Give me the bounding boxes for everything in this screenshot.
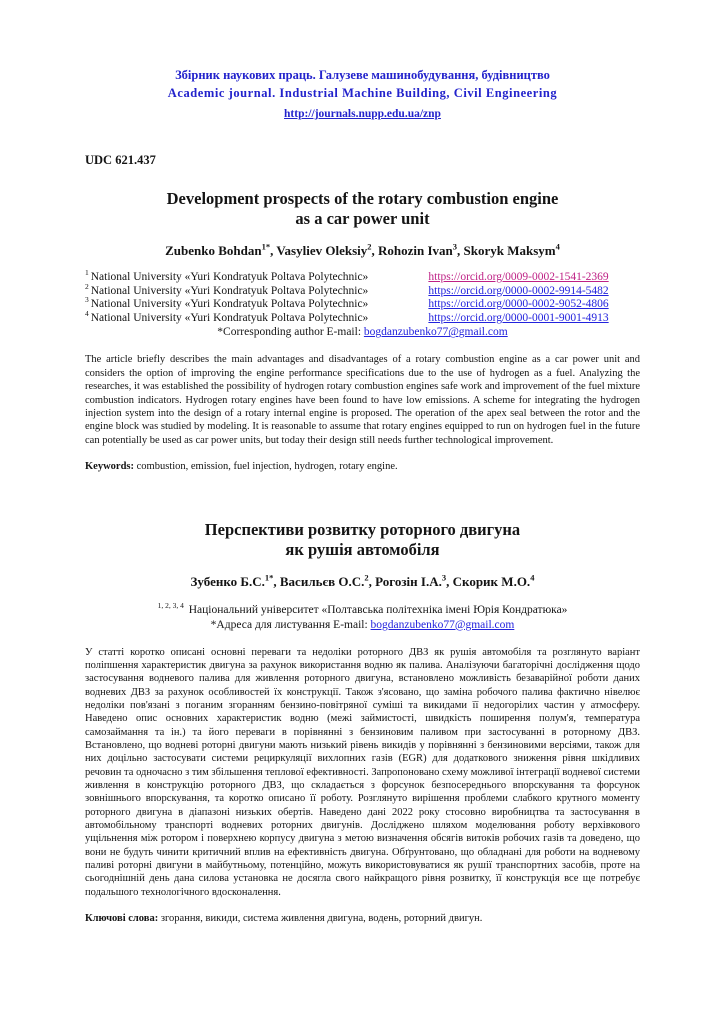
author-name: Скорик М.О. (452, 573, 531, 589)
affiliation-row (85, 268, 640, 285)
affil-marker: 2 (85, 281, 89, 291)
author-affil-marker: 3 (441, 572, 447, 583)
corresponding-prefix: *Corresponding author E-mail: (217, 326, 364, 339)
authors-uk (85, 574, 640, 590)
author-affil-marker: 4 (530, 572, 535, 583)
affil-marker: 4 (85, 308, 89, 318)
orcid-link[interactable]: https://orcid.org/0000-0002-9052-4806 (428, 298, 609, 311)
author-affil-marker: 2 (364, 572, 369, 583)
affiliation-name: National University «Yuri Kondratyuk Poltava Polytechnic» (90, 271, 369, 283)
keywords-text-en: combustion, emission, fuel injection, hydrogen, rotary engine. (134, 461, 398, 473)
affiliation-uk (85, 600, 640, 633)
journal-name-en: Academic journal. Industrial Machine Building, Civil Engineering (167, 86, 558, 100)
orcid-link[interactable]: https://orcid.org/0000-0002-9914-5482 (428, 284, 609, 297)
author-name: Rohozin Ivan (378, 243, 453, 258)
article-title-uk (85, 520, 640, 560)
author-name: Skoryk Maksym (463, 243, 556, 258)
keywords-label-uk: Ключові слова: (85, 913, 159, 925)
author-separator: , (371, 243, 378, 258)
author-affil-marker: 3 (452, 241, 458, 252)
abstract-uk: У статті коротко описані основні переваги та недоліки роторного ДВЗ як рушія автомобіля та розглянуто варіант поліпшення характеристик двигуна за рахунок використання водню як палива. Аналізуючи багаторічні дослідження щодо застосування водневого палива для живлення роторного двигуна, встановлено можливість безаварійної роботи даних водневих ДВЗ за рахунок особливостей їх конструкції. Також з'ясовано, що заміна робочого палива фактично нівелює недоліки пов'язані з поганим згоранням бензино-повітряної суміші та викидами її недогорілих частин у атмосферу. Наведено опис основних характеристик водню (межі займистості, швидкість поширення полум'я, температура самозаймання та ін.) та його переваги в порівнянні з бензиновим паливом при застосуванні в роторному ДВЗ. Встановлено, що водневі роторні двигуни мають низький рівень викидів у порівнянні з бензиновими версіями, також для них доцільно застосувати системи рециркуляції вихлопних газів (EGR) для додаткового зниження рівня шкідливих речовин та одночасно з тим збільшення теплової ефективності. Запропоновано схему можливої інтеграції водневої системи живлення в конструкцію роторного ДВЗ, що складається з форсунок безпосереднього впорскування та форсунок зовнішнього впорскування, та коротко описано її роботу. Розглянуто вирішення проблеми слабкого крутного моменту роторного двигуна в діапазоні низьких обертів. Наведено дані 2022 року стосовно виробництва та застосування в автомобільному транспорті водневих роторних двигунів. Досліджено шляхом моделювання роботу верхівкового ущільнення між ротором і поверхнею корпусу двигуна з метою визначення обсягів витоків робочих газів та доведено, що вони не будуть чинити критичний вплив на ефективність двигуна. Обґрунтовано, що обладнані для роботи на водневому паливі роторні двигуни в майбутньому, потенційно, можуть використовуватися як рушії транспортних засобів, проте на сьогоднішній день дана силова установка не досягла свого найкращого рівня розвитку, її конструкція все ще потребує подальшого технологічного вдосконалення. (85, 646, 640, 898)
udc-label: UDC 621.437 (85, 153, 156, 167)
corresponding-prefix: *Адреса для листування E-mail: (210, 618, 371, 631)
keywords-label-en: Keywords: (85, 461, 134, 473)
author-name: Рогозін І.А. (375, 573, 442, 589)
orcid-link[interactable]: https://orcid.org/0009-0002-1541-2369 (428, 271, 609, 283)
affil-marker: 3 (85, 295, 89, 305)
affiliation-name: National University «Yuri Kondratyuk Poltava Polytechnic» (90, 284, 369, 297)
author-name: Vasyliev Oleksiy (276, 243, 368, 258)
keywords-text-uk: згорання, викиди, система живлення двигуна, водень, роторний двигун. (158, 913, 483, 925)
author-separator: , (457, 243, 464, 258)
journal-url-link[interactable]: http://journals.nupp.edu.ua/znp (284, 108, 441, 120)
ukrainian-section (85, 520, 640, 926)
journal-name-uk: Збірник наукових праць. Галузеве машинобудування, будівництво (175, 68, 550, 82)
orcid-link[interactable]: https://orcid.org/0000-0001-9001-4913 (428, 311, 609, 324)
affiliations-en (85, 268, 640, 325)
author-affil-marker: 1* (264, 572, 274, 583)
affiliation-row (85, 295, 640, 312)
corresponding-author-uk (85, 618, 640, 633)
author-separator: , (368, 573, 376, 589)
affiliation-name: Національний університет «Полтавська політехніка імені Юрія Кондратюка» (185, 603, 568, 616)
article-title-uk-line1: Перспективи розвитку роторного двигуна (204, 519, 521, 539)
author-separator: , (270, 243, 277, 258)
author-separator: , (273, 573, 280, 589)
author-affil-marker: 2 (367, 241, 372, 252)
affiliation-name: National University «Yuri Kondratyuk Poltava Polytechnic» (90, 311, 369, 324)
keywords-uk (85, 912, 640, 925)
article-title-uk-line2: як рушія автомобіля (285, 539, 440, 559)
affiliation-name: National University «Yuri Kondratyuk Poltava Polytechnic» (90, 298, 369, 311)
authors-en (85, 243, 640, 259)
affil-marker: 1 (85, 268, 89, 278)
author-name: Зубенко Б.С. (190, 573, 265, 589)
affiliation-row (85, 281, 640, 299)
abstract-en: The article briefly describes the main advantages and disadvantages of a rotary combustion engine as a car power unit and considers the option of improving the engine performance specifications due to the use of hydrogen as a fuel. Analyzing the researches, it was established the possibility of hydrogen rotary combustion engines safe work and improvement of the fuel mixture combustion indicators. Hydrogen rotary engines have been found to have low emissions. A scheme for integrating the hydrogen injection system into the design of a rotary internal engine is proposed. The operation of the apex seal between the rotor and the engine block was studied by modeling. It is reasonable to assume that rotary engines equipped to run on hydrogen fuel in the future can potentially be used as car power units, but today their design still needs further technological improvement. (85, 354, 640, 446)
article-title-en (85, 189, 640, 229)
article-title-en-line1: Development prospects of the rotary combustion engine (166, 189, 559, 208)
corresponding-author-en (85, 326, 640, 338)
corresponding-email-link[interactable]: bogdanzubenko77@gmail.com (363, 326, 508, 339)
keywords-en (85, 460, 640, 473)
affil-marker: 1, 2, 3, 4 (157, 600, 184, 610)
affiliation-row (85, 308, 640, 326)
author-name: Zubenko Bohdan (165, 243, 262, 258)
author-affil-marker: 4 (555, 241, 560, 252)
article-title-en-line2: as a car power unit (295, 209, 430, 228)
journal-header (85, 66, 640, 123)
author-separator: , (446, 573, 453, 589)
corresponding-email-link[interactable]: bogdanzubenko77@gmail.com (370, 618, 515, 631)
author-name: Васильєв О.С. (279, 573, 365, 589)
author-affil-marker: 1* (261, 241, 271, 252)
